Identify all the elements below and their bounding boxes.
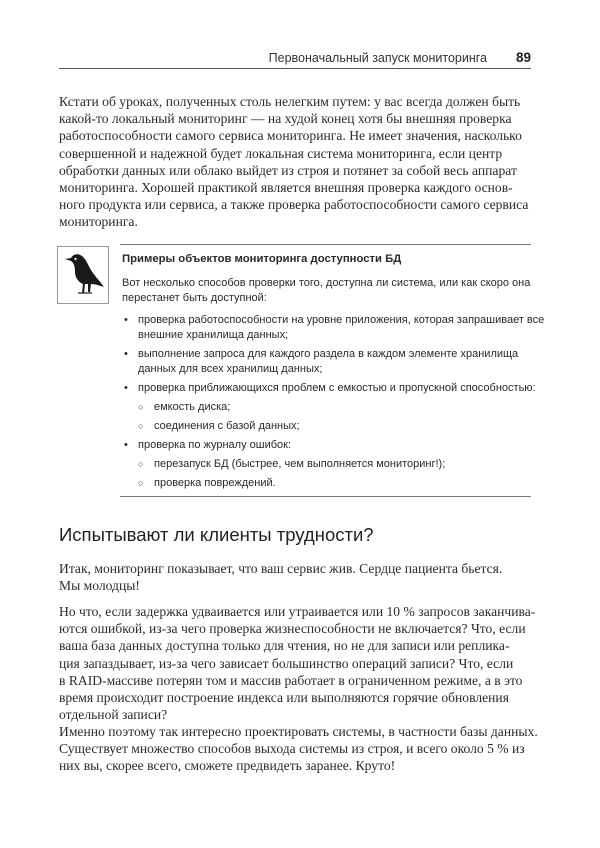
- sub-bullet-marker: ○: [138, 402, 144, 412]
- list-item-line: данных для всех хранилищ данных;: [138, 363, 323, 375]
- section-paragraph: [59, 603, 536, 723]
- sub-bullet-marker: ○: [138, 421, 144, 431]
- sub-list-item-text: емкость диска;: [154, 401, 231, 413]
- sub-list-item-text: соединения с базой данных;: [154, 420, 300, 432]
- text-line: ного продукта или сервиса, а также проверка работоспособности самого сервиса: [59, 197, 529, 213]
- text-line: работоспособности самого сервиса мониторинга. Не имеет значения, насколько: [59, 128, 522, 144]
- sub-list-item-text: проверка повреждений.: [154, 477, 276, 489]
- note-box: [122, 252, 545, 495]
- sub-list-item-text: перезапуск БД (быстрее, чем выполняется мониторинг!);: [154, 458, 446, 470]
- text-line: время происходит построение индекса или выполняются горячие обновления: [59, 690, 509, 706]
- text-line: какой-то локальный мониторинг — на худой конец хотя бы внешняя проверка: [59, 111, 512, 127]
- note-intro-line: перестанет быть доступной:: [122, 292, 267, 304]
- sub-bullet-marker: ○: [138, 459, 144, 469]
- bullet-marker: •: [124, 382, 128, 394]
- text-line: ваша база данных доступна только для чтения, но не для записи или реплика-: [59, 638, 510, 654]
- note-top-rule: [120, 244, 531, 245]
- sub-list-item: [122, 419, 532, 434]
- list-item-line: внешние хранилища данных;: [138, 329, 289, 341]
- note-intro-line: Вот несколько способов проверки того, доступна ли система, или как скоро она: [122, 277, 531, 289]
- text-line: Именно поэтому так интересно проектировать системы, в частности базы данных.: [59, 724, 538, 739]
- text-line: Но что, если задержка удваивается или утраивается или 10 % запросов заканчива-: [59, 604, 536, 619]
- text-line: мониторинга.: [59, 214, 138, 230]
- list-item: [122, 381, 536, 396]
- sub-list-item: [122, 457, 532, 472]
- bullet-marker: •: [124, 439, 128, 451]
- list-item-line: проверка работоспособности на уровне приложения, которая запрашивает все: [138, 314, 545, 326]
- section-heading: Испытывают ли клиенты трудности?: [59, 524, 374, 545]
- text-line: Кстати об уроках, полученных столь нелегким путем: у вас всегда должен быть: [59, 94, 521, 109]
- list-item: [122, 438, 532, 453]
- note-intro: [122, 276, 532, 306]
- sub-list-item: [122, 476, 532, 491]
- list-item: [122, 347, 532, 377]
- note-bottom-rule: [120, 496, 531, 497]
- text-line: ция запаздывает, из-за чего зависает большинство операций записи? Что, если: [59, 655, 514, 671]
- text-line: ются ошибкой, из-за чего проверка жизнеспособности не включается? Что, если: [59, 621, 526, 637]
- section-paragraph: [59, 560, 531, 594]
- crow-icon: [57, 246, 109, 304]
- list-item-line: проверка приближающихся проблем с емкостью и пропускной способностью:: [138, 382, 536, 394]
- text-line: отдельной записи?: [59, 707, 168, 723]
- page-number: 89: [515, 50, 531, 65]
- running-title: Первоначальный запуск мониторинга: [268, 51, 487, 65]
- text-line: Итак, мониторинг показывает, что ваш сервис жив. Сердце пациента бьется.: [59, 561, 503, 576]
- text-line: них вы, скорее всего, сможете предвидеть заранее. Круто!: [59, 758, 396, 774]
- page-header: [59, 50, 531, 69]
- sub-list-item: [122, 400, 532, 415]
- list-item: [122, 313, 545, 343]
- bullet-marker: •: [124, 314, 128, 326]
- crow-drawing: [58, 247, 108, 303]
- sub-bullet-marker: ○: [138, 478, 144, 488]
- note-bullet-list: [122, 313, 545, 491]
- note-title: Примеры объектов мониторинга доступности БД: [122, 253, 402, 265]
- section-paragraph: [59, 723, 538, 775]
- list-item-line: проверка по журналу ошибок:: [138, 439, 292, 451]
- text-line: Мы молодцы!: [59, 578, 140, 594]
- text-line: обработки данных или облако выйдет из строя и потянет за собой весь аппарат: [59, 162, 517, 178]
- text-line: мониторинга. Хорошей практикой является внешняя проверка каждого основ-: [59, 180, 513, 196]
- intro-paragraph: [59, 93, 531, 231]
- text-line: Существует множество способов выхода системы из строя, и всего около 5 % из: [59, 741, 525, 757]
- text-line: совершенной и надежной будет локальная система мониторинга, если центр: [59, 145, 503, 161]
- text-line: в RAID-массиве потерян том и массив работает в ограниченном режиме, а в это: [59, 672, 523, 688]
- bullet-marker: •: [124, 348, 128, 360]
- list-item-line: выполнение запроса для каждого раздела в каждом элементе хранилища: [138, 348, 519, 360]
